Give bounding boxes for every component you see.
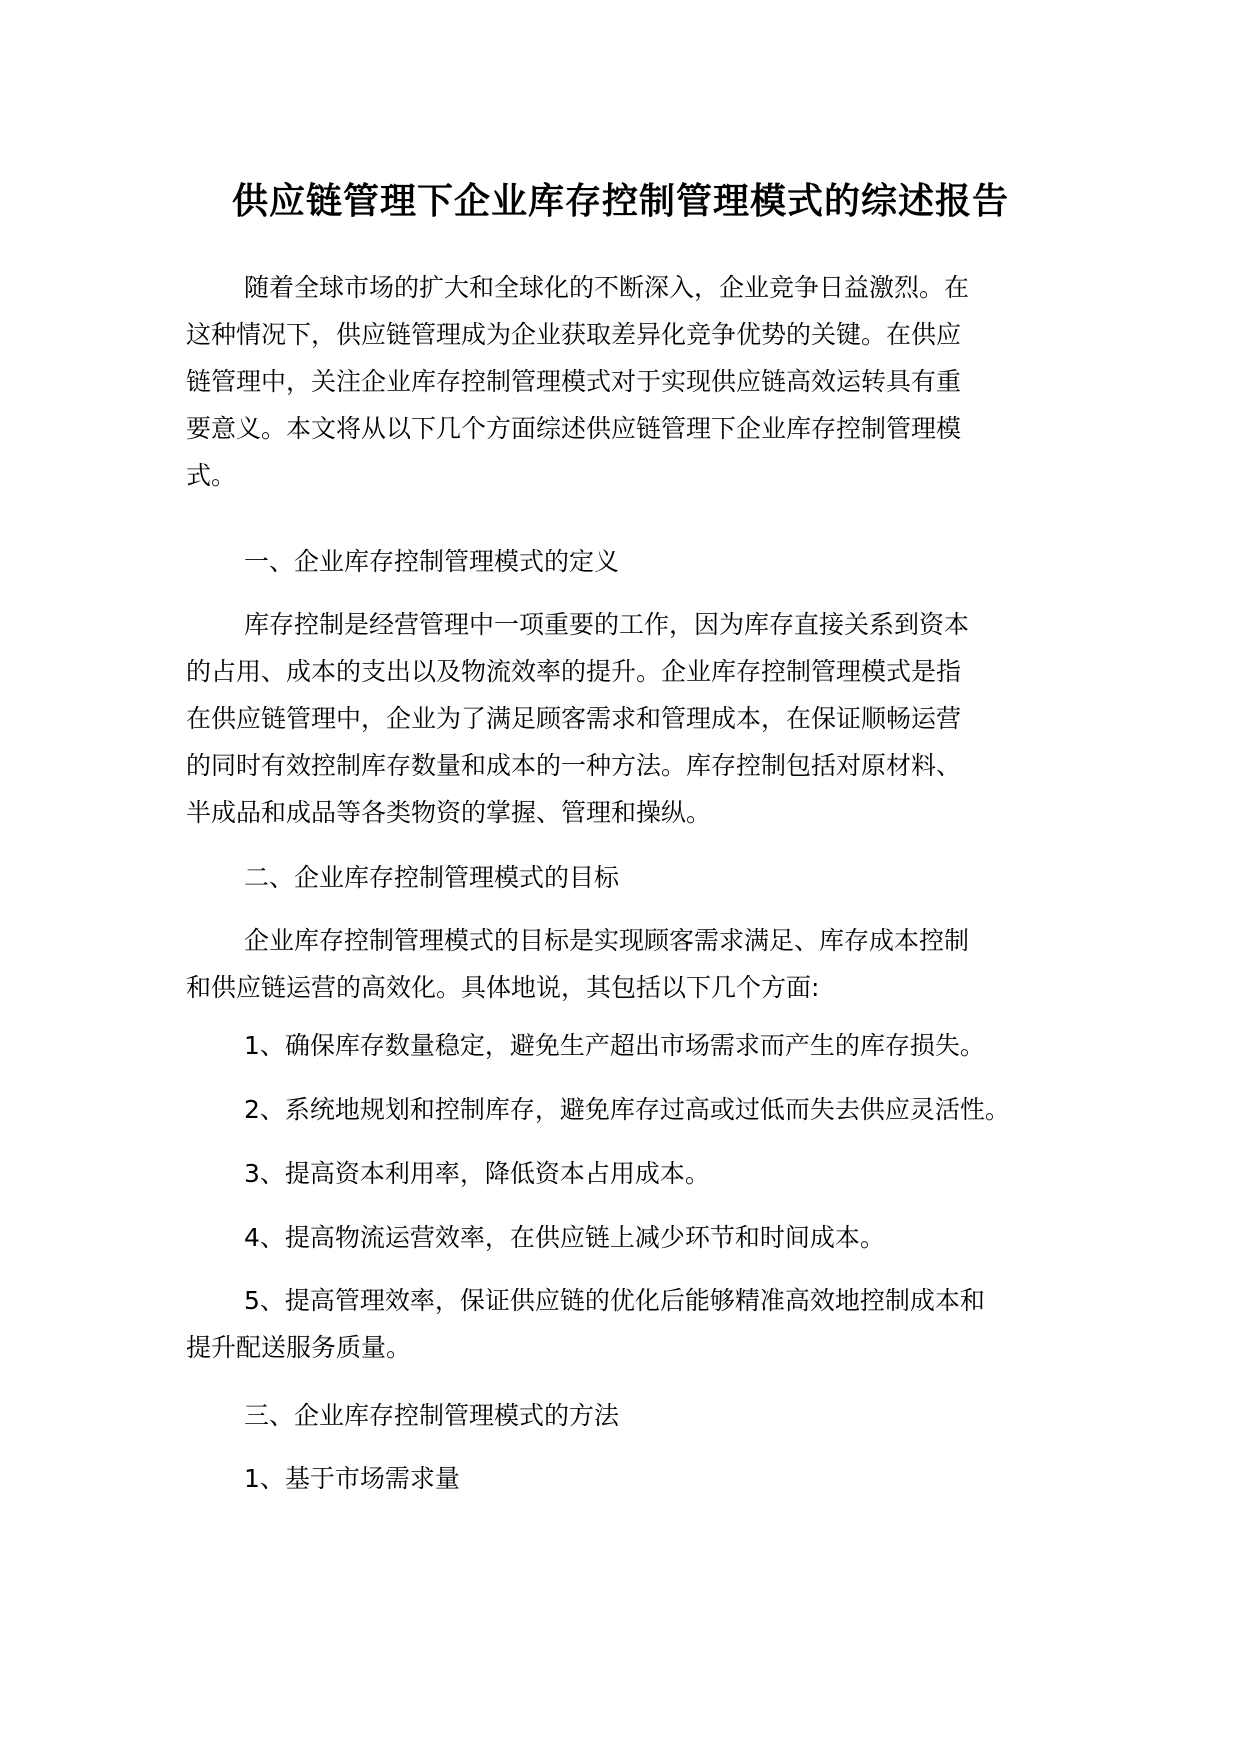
heading-text: 一、企业库存控制管理模式的定义 bbox=[244, 547, 620, 576]
text-line: 的占用、成本的支出以及物流效率的提升。企业库存控制管理模式是指 bbox=[186, 657, 962, 686]
text-line: 企业库存控制管理模式的目标是实现顾客需求满足、库存成本控制 bbox=[244, 926, 970, 955]
section-heading-goals bbox=[186, 854, 1041, 901]
text-line: 随着全球市场的扩大和全球化的不断深入，企业竞争日益激烈。在 bbox=[244, 273, 970, 302]
text-line: 库存控制是经营管理中一项重要的工作，因为库存直接关系到资本 bbox=[244, 610, 970, 639]
list-item: 5、提高管理效率，保证供应链的优化后能够精准高效地控制成本和 bbox=[244, 1286, 985, 1315]
definition-paragraph bbox=[186, 601, 1041, 836]
text-line: 和供应链运营的高效化。具体地说，其包括以下几个方面: bbox=[186, 973, 820, 1002]
list-item: 3、提高资本利用率，降低资本占用成本。 bbox=[244, 1159, 710, 1188]
text-line: 半成品和成品等各类物资的掌握、管理和操纵。 bbox=[186, 798, 712, 827]
heading-text: 三、企业库存控制管理模式的方法 bbox=[244, 1401, 620, 1430]
section-heading-definition bbox=[186, 538, 1041, 585]
goal-item-4 bbox=[186, 1214, 1041, 1261]
list-item: 2、系统地规划和控制库存，避免库存过高或过低而失去供应灵活性。 bbox=[244, 1095, 1010, 1124]
goal-item-1 bbox=[186, 1022, 1041, 1069]
list-item: 1、基于市场需求量 bbox=[244, 1464, 460, 1493]
text-line: 链管理中，关注企业库存控制管理模式对于实现供应链高效运转具有重 bbox=[186, 367, 962, 396]
list-item: 4、提高物流运营效率，在供应链上减少环节和时间成本。 bbox=[244, 1223, 885, 1252]
section-heading-methods bbox=[186, 1392, 1041, 1439]
text-line: 要意义。本文将从以下几个方面综述供应链管理下企业库存控制管理模 bbox=[186, 414, 962, 443]
intro-paragraph bbox=[186, 264, 1041, 499]
document-title: 供应链管理下企业库存控制管理模式的综述报告 bbox=[231, 181, 1009, 222]
list-item-continuation: 提升配送服务质量。 bbox=[186, 1333, 412, 1362]
list-item: 1、确保库存数量稳定，避免生产超出市场需求而产生的库存损失。 bbox=[244, 1031, 985, 1060]
goal-item-3 bbox=[186, 1150, 1041, 1197]
text-line: 式。 bbox=[186, 461, 237, 490]
goal-item-5 bbox=[186, 1277, 1041, 1371]
heading-text: 二、企业库存控制管理模式的目标 bbox=[244, 863, 620, 892]
goal-item-2 bbox=[186, 1086, 1041, 1133]
text-line: 在供应链管理中，企业为了满足顾客需求和管理成本，在保证顺畅运营 bbox=[186, 704, 962, 733]
method-item-1 bbox=[186, 1455, 1041, 1502]
goals-paragraph bbox=[186, 917, 1041, 1011]
text-line: 这种情况下，供应链管理成为企业获取差异化竞争优势的关键。在供应 bbox=[186, 320, 962, 349]
text-line: 的同时有效控制库存数量和成本的一种方法。库存控制包括对原材料、 bbox=[186, 751, 962, 780]
